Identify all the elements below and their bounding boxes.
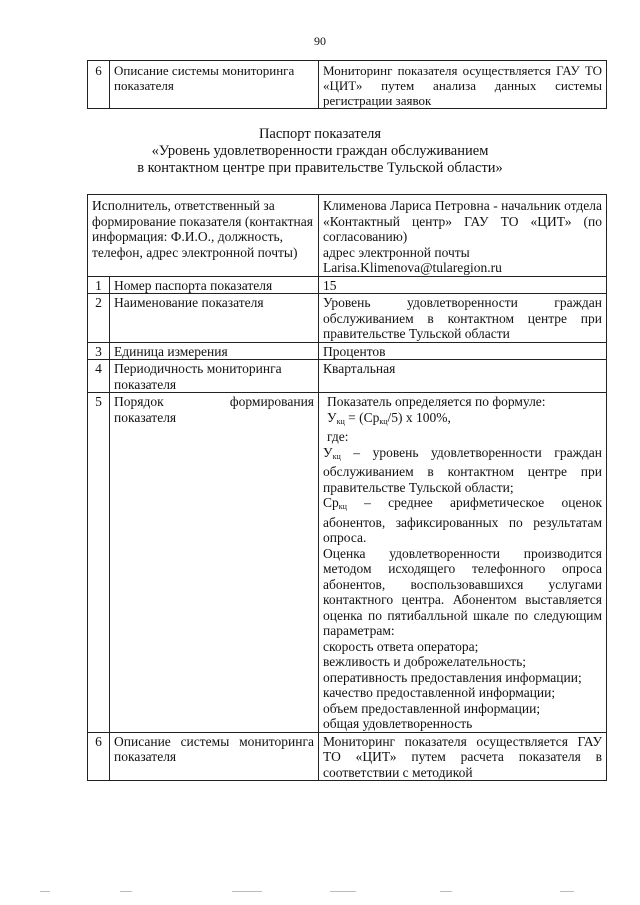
row-value: Уровень удовлетворенности граждан обслуживанием в контактном центре при правительстве Тульской области xyxy=(319,294,607,343)
page-number: 90 xyxy=(314,34,326,48)
row-label: Наименование показателя xyxy=(110,294,319,343)
formula-subscript: кц xyxy=(379,416,388,426)
parameter-item: вежливость и доброжелательность; xyxy=(323,654,527,669)
row-label: Номер паспорта показателя xyxy=(110,276,319,294)
email-address: Larisa.Klimenova@tularegion.ru xyxy=(323,260,502,275)
definition-subscript: кц xyxy=(332,451,341,461)
table-row xyxy=(88,732,607,781)
definition-text: – уровень удовлетворенности граждан обслуживанием в контактном центре при правительстве Тульской области; xyxy=(323,444,603,495)
passport-title xyxy=(0,126,640,177)
row-number: 4 xyxy=(88,360,110,393)
row-value: Процентов xyxy=(319,342,607,360)
formula xyxy=(323,410,602,430)
parameter-item: скорость ответа оператора; xyxy=(323,638,479,654)
definition-u xyxy=(323,445,602,496)
email-caption: адрес электронной почты xyxy=(323,244,470,260)
title-line: Паспорт показателя xyxy=(258,126,382,142)
row-number: 6 xyxy=(88,732,110,781)
formula-intro: Показатель определяется по формуле: xyxy=(327,394,546,409)
row-value: 15 xyxy=(319,276,607,294)
table-row xyxy=(88,393,607,733)
parameter-item: качество предоставленной информации; xyxy=(323,685,556,700)
definition-sr xyxy=(323,495,602,546)
title-line: в контактном центре при правительстве Тульской области» xyxy=(137,160,503,176)
row-number: 3 xyxy=(88,342,110,360)
parameter-item: общая удовлетворенность xyxy=(323,716,473,731)
definition-symbol: Ср xyxy=(323,495,339,510)
row-number: 1 xyxy=(88,276,110,294)
table-row xyxy=(88,276,607,294)
formula-symbol: У xyxy=(327,409,337,425)
parameter-item: оперативность предоставления информации; xyxy=(323,669,582,685)
row-value: Мониторинг показателя осуществляется ГАУ ТО «ЦИТ» путем расчета показателя в соответствии с методикой xyxy=(319,732,607,781)
formula-subscript: кц xyxy=(336,416,345,426)
definition-text: – среднее арифметическое оценок абонентов, зафиксированных по результатам опроса. xyxy=(323,495,603,545)
formula-where: где: xyxy=(327,429,349,444)
scan-artifact-line xyxy=(0,891,640,897)
definition-subscript: кц xyxy=(338,502,347,511)
table-row xyxy=(88,195,607,277)
row-label: Единица измерения xyxy=(110,342,319,360)
passport-table xyxy=(87,194,607,781)
responsible-value xyxy=(319,195,607,277)
row-value: Мониторинг показателя осуществляется ГАУ ТО «ЦИТ» путем анализа данных системы регистрации заявок xyxy=(319,61,607,109)
method-paragraph: Оценка удовлетворенности производится методом исходящего телефонного опроса абонентов, воспользовавшихся услугами контактного центра. Абонентом выставляется оценка по пятибалльной шкале по следующим параметрам: xyxy=(323,545,603,638)
table-row xyxy=(88,360,607,393)
row-label: Описание системы мониторинга показателя xyxy=(110,61,319,109)
row-value xyxy=(319,393,607,733)
formula-text: = (Ср xyxy=(344,409,380,425)
row-label: Порядок формирования показателя xyxy=(110,393,319,733)
row-number: 6 xyxy=(88,61,110,109)
formula-text: /5) x 100%, xyxy=(387,409,451,425)
parameter-item: объем предоставленной информации; xyxy=(323,700,541,716)
row-label: Описание системы мониторинга показателя xyxy=(110,732,319,781)
responsible-label: Исполнитель, ответственный за формирование показателя (контактная информация: Ф.И.О., должность, телефон, адрес электронной почты) xyxy=(88,195,319,277)
row-number: 5 xyxy=(88,393,110,733)
definition-symbol: У xyxy=(323,444,333,460)
row-number: 2 xyxy=(88,294,110,343)
row-value: Квартальная xyxy=(319,360,607,393)
title-line: «Уровень удовлетворенности граждан обслуживанием xyxy=(151,143,489,159)
previous-passport-table xyxy=(87,60,607,109)
responsible-person: Клименова Лариса Петровна - начальник отдела «Контактный центр» ГАУ ТО «ЦИТ» (по согласованию) xyxy=(323,198,603,244)
row-label: Периодичность мониторинга показателя xyxy=(110,360,319,393)
table-row xyxy=(88,342,607,360)
table-row xyxy=(88,294,607,343)
table-row xyxy=(88,61,607,109)
